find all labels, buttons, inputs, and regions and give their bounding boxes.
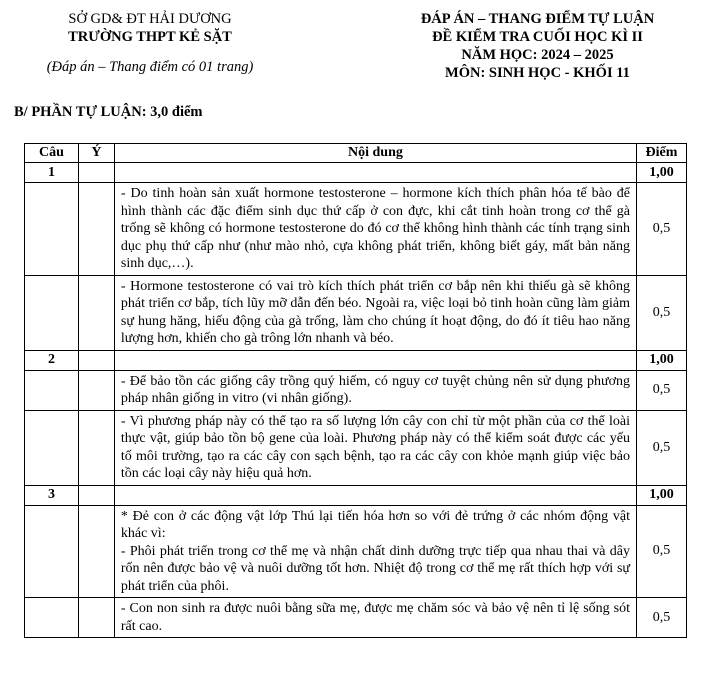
answer-row bbox=[25, 505, 687, 598]
answer-row bbox=[25, 275, 687, 350]
header-left bbox=[0, 10, 300, 76]
answer-row bbox=[25, 410, 687, 485]
table-header-row bbox=[25, 144, 687, 163]
question-cell bbox=[25, 598, 79, 638]
question-total-score: 1,00 bbox=[637, 163, 687, 183]
question-row bbox=[25, 163, 687, 183]
item-cell bbox=[78, 598, 114, 638]
item-cell bbox=[78, 505, 114, 598]
item-score: 0,5 bbox=[637, 183, 687, 276]
department: SỞ GD& ĐT HẢI DƯƠNG bbox=[68, 11, 232, 27]
col-header-score: Điểm bbox=[637, 144, 687, 163]
page-note: (Đáp án – Thang điểm có 01 trang) bbox=[46, 59, 254, 75]
content-cell bbox=[114, 350, 636, 370]
section-title: B/ PHẦN TỰ LUẬN: 3,0 điểm bbox=[14, 104, 203, 120]
answer-table bbox=[24, 143, 687, 638]
subject: MÔN: SINH HỌC - KHỐI 11 bbox=[445, 65, 630, 81]
answer-content bbox=[114, 410, 636, 485]
answer-content bbox=[114, 183, 636, 276]
question-cell bbox=[25, 505, 79, 598]
answer-paragraph: - Con non sinh ra được nuôi bằng sữa mẹ, được mẹ chăm sóc và bảo vệ nên tỉ lệ sống sót rất cao. bbox=[120, 601, 630, 634]
answer-content bbox=[114, 370, 636, 410]
question-cell bbox=[25, 410, 79, 485]
answer-row bbox=[25, 183, 687, 276]
answer-row bbox=[25, 598, 687, 638]
school-name: TRƯỜNG THPT KẺ SẶT bbox=[68, 29, 232, 45]
school-year: NĂM HỌC: 2024 – 2025 bbox=[461, 47, 614, 63]
doc-title: ĐÁP ÁN – THANG ĐIỂM TỰ LUẬN bbox=[420, 11, 655, 27]
content-cell bbox=[114, 485, 636, 505]
item-cell bbox=[78, 370, 114, 410]
answer-paragraph: - Để bảo tồn các giống cây trồng quý hiếm, có nguy cơ tuyệt chủng nên sử dụng phương pháp nhân giống in vitro (vi nhân giống). bbox=[120, 373, 630, 406]
question-number: 3 bbox=[25, 485, 79, 505]
question-cell bbox=[25, 275, 79, 350]
table-body bbox=[25, 163, 687, 638]
item-score: 0,5 bbox=[637, 370, 687, 410]
header-right bbox=[360, 10, 715, 82]
item-score: 0,5 bbox=[637, 598, 687, 638]
item-score: 0,5 bbox=[637, 505, 687, 598]
item-cell bbox=[78, 350, 114, 370]
answer-paragraph: - Hormone testosterone có vai trò kích thích phát triển cơ bắp nên khi thiếu gà sẽ không phát triển cơ bắp, tích lũy mỡ dẫn đến béo. Ngoài ra, việc loại bỏ tinh hoàn cũng làm giảm sự hung hăng, hiếu động của gà trống, làm cho chúng ít hoạt động, do đó ít tiêu hao năng lượng hơn, khiến cho gà trông lớn nhanh và béo. bbox=[120, 278, 630, 346]
answer-paragraph: * Đẻ con ở các động vật lớp Thú lại tiến hóa hơn so với đẻ trứng ở các nhóm động vật khác vì: bbox=[120, 508, 630, 541]
question-row bbox=[25, 485, 687, 505]
question-cell bbox=[25, 183, 79, 276]
col-header-item: Ý bbox=[78, 144, 114, 163]
question-number: 1 bbox=[25, 163, 79, 183]
content-cell bbox=[114, 163, 636, 183]
item-cell bbox=[78, 485, 114, 505]
answer-paragraph: - Do tinh hoàn sản xuất hormone testosterone – hormone kích thích phân hóa tế bào để hình thành các đặc điểm sinh dục thứ cấp ở con đực, khi cắt tinh hoàn trong cơ thể gà trống sẽ không có hormone testosterone do đó cơ thể không hình thành các tính trạng sinh dục phụ thứ cấp như (như mào nhỏ, cựa không phát triển, không biết gáy, mất bản năng sinh dục,…). bbox=[120, 186, 630, 271]
answer-content bbox=[114, 275, 636, 350]
question-cell bbox=[25, 370, 79, 410]
col-header-content: Nội dung bbox=[114, 144, 636, 163]
question-total-score: 1,00 bbox=[637, 350, 687, 370]
answer-content bbox=[114, 598, 636, 638]
answer-paragraph: - Phôi phát triển trong cơ thể mẹ và nhận chất dinh dưỡng trực tiếp qua nhau thai và dây rốn nên được bảo vệ và nuôi dưỡng tốt hơn. Nhiệt độ trong cơ thể mẹ rất thích hợp với sự phát triển của phôi. bbox=[120, 543, 630, 594]
item-cell bbox=[78, 275, 114, 350]
question-total-score: 1,00 bbox=[637, 485, 687, 505]
item-cell bbox=[78, 410, 114, 485]
question-row bbox=[25, 350, 687, 370]
question-number: 2 bbox=[25, 350, 79, 370]
item-cell bbox=[78, 183, 114, 276]
answer-paragraph: - Vì phương pháp này có thể tạo ra số lượng lớn cây con chỉ từ một phần của cơ thể loài thực vật, giúp bảo tồn bộ gene của loài. Phương pháp này có thể kiểm soát được các yếu tố môi trường, tạo ra các cây con sạch bệnh, tạo ra các cây con khỏe mạnh giúp việc bảo tồn các loại cây này hiệu quả hơn. bbox=[120, 413, 630, 481]
exam-name: ĐỀ KIỂM TRA CUỐI HỌC KÌ II bbox=[432, 29, 643, 45]
item-cell bbox=[78, 163, 114, 183]
item-score: 0,5 bbox=[637, 410, 687, 485]
answer-row bbox=[25, 370, 687, 410]
col-header-question: Câu bbox=[25, 144, 79, 163]
item-score: 0,5 bbox=[637, 275, 687, 350]
answer-content bbox=[114, 505, 636, 598]
